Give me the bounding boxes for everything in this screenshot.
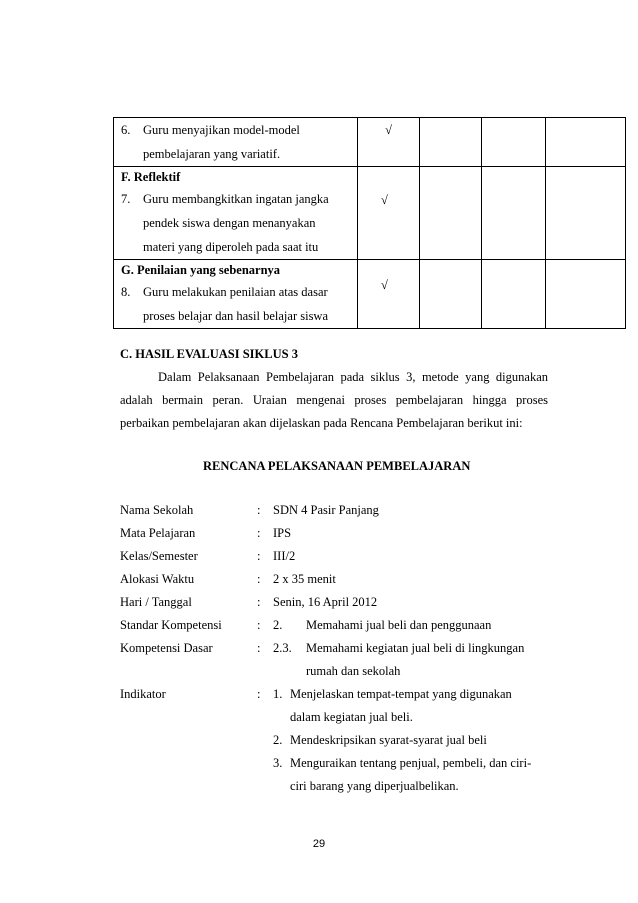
section-header-cell [114, 167, 358, 188]
field-colon: : [257, 641, 261, 655]
field-label: Kelas/Semester [120, 549, 198, 563]
field-value: Memahami jual beli dan penggunaan [306, 618, 492, 632]
item-number: 7. [121, 192, 131, 206]
item-text: pendek siswa dengan menanyakan [143, 216, 316, 230]
item-text: pembelajaran yang variatif. [143, 147, 281, 161]
field-label: Standar Kompetensi [120, 618, 222, 632]
empty-cell [546, 260, 626, 329]
field-colon: : [257, 526, 261, 540]
paragraph-line: perbaikan pembelajaran akan dijelaskan pada Rencana Pembelajaran berikut ini: [120, 416, 523, 430]
field-colon: : [257, 572, 261, 586]
field-value: IPS [273, 526, 292, 540]
item-cell [114, 280, 358, 329]
field-value: Memahami kegiatan jual beli di lingkungan [306, 641, 525, 655]
indicator-text: Menguraikan tentang penjual, pembeli, dan ciri- [290, 756, 532, 770]
field-colon: : [257, 687, 261, 701]
checkmark: √ [381, 278, 388, 292]
field-value: SDN 4 Pasir Panjang [273, 503, 379, 517]
empty-cell [546, 118, 626, 167]
check-cell [358, 167, 420, 260]
indicator-text: dalam kegiatan jual beli. [290, 710, 413, 724]
field-label: Indikator [120, 687, 166, 701]
checkmark: √ [385, 123, 392, 137]
field-number: 2. [273, 618, 283, 632]
empty-cell [420, 260, 482, 329]
empty-cell [546, 167, 626, 260]
table-row [114, 260, 626, 281]
field-label: Hari / Tanggal [120, 595, 192, 609]
empty-cell [420, 167, 482, 260]
table-row [114, 167, 626, 188]
check-cell [358, 118, 420, 167]
field-label: Nama Sekolah [120, 503, 194, 517]
item-text: proses belajar dan hasil belajar siswa [143, 309, 329, 323]
section-heading: G. Penilaian yang sebenarnya [121, 263, 281, 277]
field-value: Senin, 16 April 2012 [273, 595, 378, 609]
field-label: Kompetensi Dasar [120, 641, 213, 655]
indicator-number: 2. [273, 733, 283, 747]
item-text: Guru melakukan penilaian atas dasar [143, 285, 328, 299]
checkmark: √ [381, 193, 388, 207]
page-number: 29 [312, 838, 326, 850]
field-value: rumah dan sekolah [306, 664, 401, 678]
paragraph-line: adalah bermain peran. Uraian mengenai proses pembelajaran hingga proses [120, 393, 548, 407]
section-header-cell [114, 260, 358, 281]
empty-cell [420, 118, 482, 167]
check-cell [358, 260, 420, 329]
section-heading: F. Reflektif [121, 170, 181, 184]
item-text: materi yang diperoleh pada saat itu [143, 240, 319, 254]
paragraph-line: Dalam Pelaksanaan Pembelajaran pada siklus 3, metode yang digunakan [158, 370, 548, 384]
empty-cell [482, 167, 546, 260]
indicator-text: Mendeskripsikan syarat-syarat jual beli [290, 733, 487, 747]
field-colon: : [257, 618, 261, 632]
field-colon: : [257, 549, 261, 563]
item-cell [114, 118, 358, 167]
field-number: 2.3. [273, 641, 292, 655]
empty-cell [482, 118, 546, 167]
item-text: Guru menyajikan model-model [143, 123, 300, 137]
field-colon: : [257, 503, 261, 517]
item-number: 8. [121, 285, 131, 299]
indicator-number: 3. [273, 756, 283, 770]
field-label: Alokasi Waktu [120, 572, 195, 586]
field-colon: : [257, 595, 261, 609]
table-row [114, 118, 626, 167]
item-text: Guru membangkitkan ingatan jangka [143, 192, 329, 206]
indicator-text: Menjelaskan tempat-tempat yang digunakan [290, 687, 512, 701]
evaluation-table [113, 117, 626, 329]
field-value: III/2 [273, 549, 296, 563]
rpp-title: RENCANA PELAKSANAAN PEMBELAJARAN [203, 459, 471, 473]
empty-cell [482, 260, 546, 329]
item-cell [114, 187, 358, 260]
indicator-text: ciri barang yang diperjualbelikan. [290, 779, 459, 793]
item-number: 6. [121, 123, 131, 137]
field-label: Mata Pelajaran [120, 526, 196, 540]
indicator-number: 1. [273, 687, 283, 701]
section-heading: C. HASIL EVALUASI SIKLUS 3 [120, 347, 298, 361]
field-value: 2 x 35 menit [273, 572, 336, 586]
